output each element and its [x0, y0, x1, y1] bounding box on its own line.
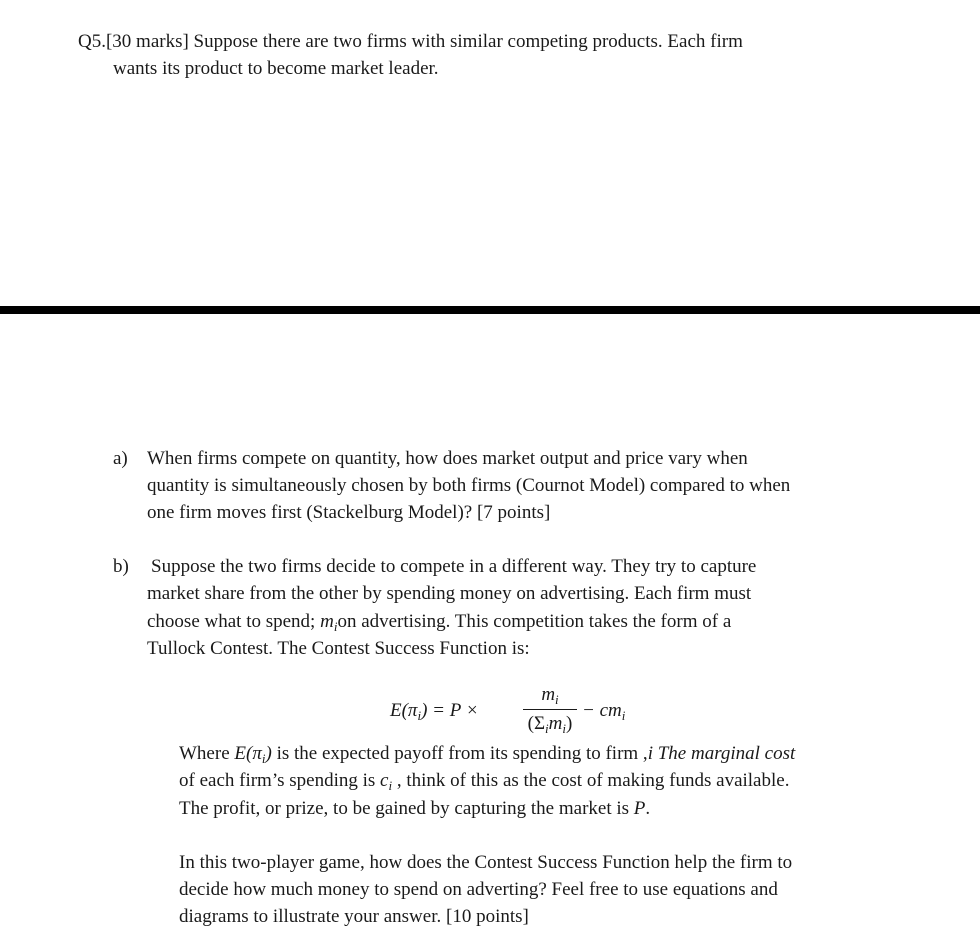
formula-fraction	[523, 683, 577, 736]
part-b-line-3	[147, 610, 731, 635]
prize-line: The profit, or prize, to be gained by capturing the market is P.	[179, 798, 651, 819]
formula-denominator: $(\Sigma_im_i)$	[527, 713, 573, 736]
part-a-marker: a)	[113, 448, 128, 469]
formula-numerator: $m_i$	[541, 684, 559, 707]
task-line-1: In this two-player game, how does the Contest Success Function help the firm to	[179, 852, 793, 873]
part-b-line-3-pre: choose what to spend;	[147, 611, 321, 632]
formula-lhs: $E(\pi_i) = P$ ×	[390, 700, 479, 723]
task-line-3: diagrams to illustrate your answer. [10 points]	[179, 906, 529, 927]
part-b-line-1: Suppose the two firms decide to compete in a different way. They try to capture	[151, 556, 757, 577]
part-b-line-3-post: on advertising. This competition takes the form of a	[337, 611, 732, 632]
question-line-2: wants its product to become market leader.	[113, 58, 439, 79]
formula-rhs: − $cm_i$	[582, 700, 626, 723]
part-a-line-2: quantity is simultaneously chosen by both firms (Cournot Model) compared to when	[147, 475, 791, 496]
task-line-2: decide how much money to spend on adverting? Feel free to use equations and	[179, 879, 778, 900]
part-b-line-4: Tullock Contest. The Contest Success Function is:	[147, 638, 530, 659]
part-b-marker: b)	[113, 556, 129, 577]
where-line: Where $E(\pi_i)$ is the expected payoff from its spending to firm ,i The marginal cost	[179, 743, 796, 766]
spending-subscript: i	[333, 619, 338, 634]
spending-variable: m	[320, 611, 334, 632]
cost-line: of each firm’s spending is $c_i$ , think of this as the cost of making funds available.	[179, 770, 790, 793]
fraction-bar	[523, 709, 577, 710]
question-line-1: Q5.[30 marks] Suppose there are two firms with similar competing products. Each firm	[78, 31, 743, 52]
part-a-line-1: When firms compete on quantity, how does market output and price vary when	[147, 448, 748, 469]
section-divider	[0, 306, 980, 314]
part-b-line-2: market share from the other by spending money on advertising. Each firm must	[147, 583, 752, 604]
part-a-line-3: one firm moves first (Stackelburg Model)? [7 points]	[147, 502, 551, 523]
